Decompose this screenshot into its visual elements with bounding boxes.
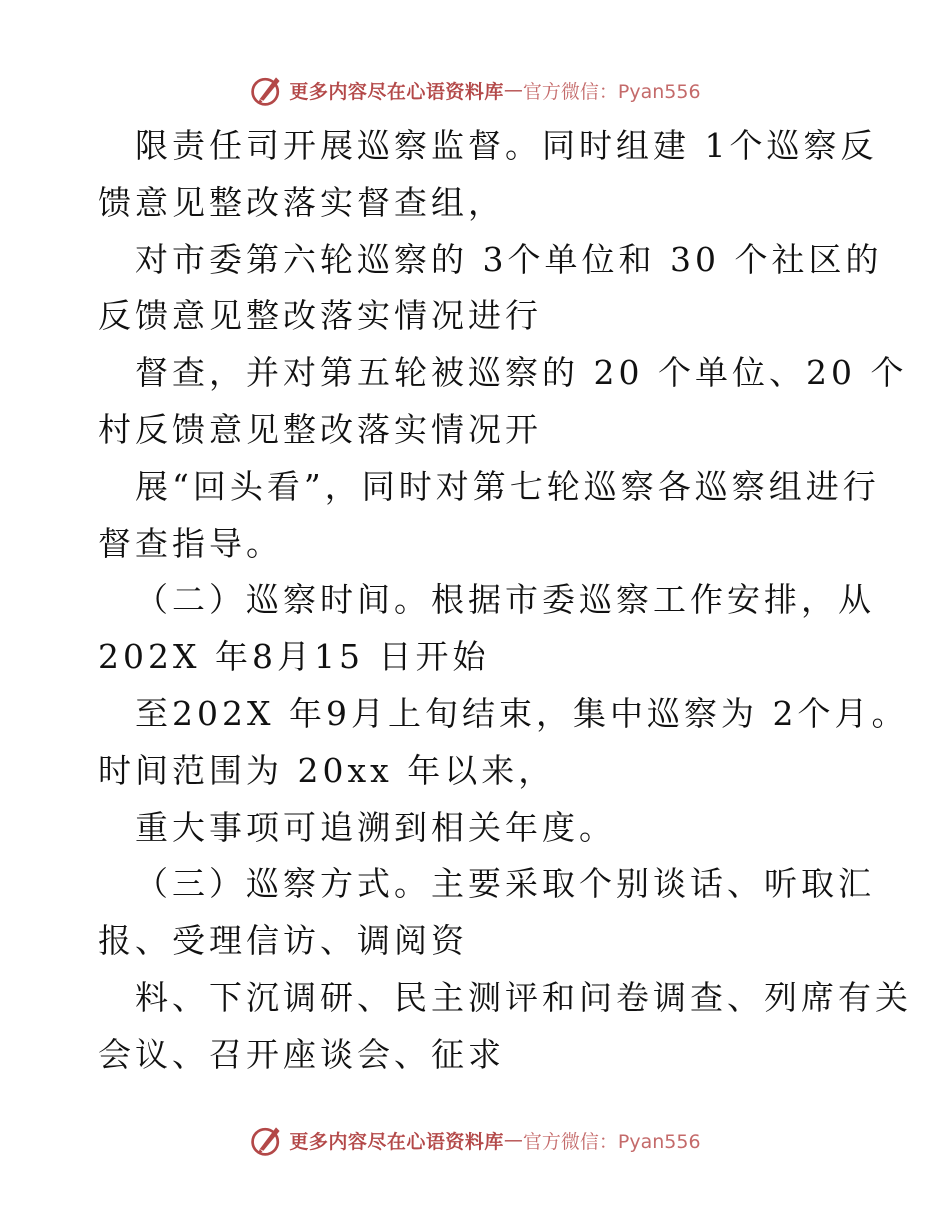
quill-logo-icon: [249, 72, 285, 108]
quill-logo-icon: [249, 1122, 285, 1158]
text-line: 反馈意见整改落实情况进行: [98, 296, 542, 336]
text-line: 督查指导。: [98, 523, 283, 563]
banner-separator: —: [503, 79, 523, 101]
text-line: （二）巡察时间。根据市委巡察工作安排，从: [135, 580, 875, 620]
document-body: [98, 118, 912, 1084]
banner-slogan: 更多内容尽在心语资料库: [289, 80, 504, 103]
text-line: 时间范围为 20xx 年以来，: [98, 750, 556, 790]
text-line: 至202X 年9月上旬结束，集中巡察为 2个月。: [135, 693, 909, 733]
text-line: 202X 年8月15 日开始: [98, 637, 490, 677]
banner-contact: 官方微信：Pyan556: [522, 80, 701, 103]
text-line: 报、受理信访、调阅资: [98, 921, 468, 961]
banner-contact: 官方微信：Pyan556: [522, 1130, 701, 1153]
text-line: 馈意见整改落实督查组，: [98, 182, 505, 222]
text-line: 督查，并对第五轮被巡察的 20 个单位、20 个: [135, 353, 908, 393]
text-line: 对市委第六轮巡察的 3个单位和 30 个社区的: [135, 239, 883, 279]
text-line: 限责任司开展巡察监督。同时组建 1个巡察反: [135, 126, 878, 165]
footer-banner: [0, 1120, 950, 1160]
text-line: （三）巡察方式。主要采取个别谈话、听取汇: [135, 864, 875, 904]
text-line: 展“回头看”，同时对第七轮巡察各巡察组进行: [135, 466, 880, 506]
banner-separator: —: [503, 1129, 523, 1151]
banner-slogan: 更多内容尽在心语资料库: [289, 1130, 504, 1153]
text-line: 村反馈意见整改落实情况开: [98, 409, 542, 449]
text-line: 重大事项可追溯到相关年度。: [135, 807, 616, 847]
text-line: 会议、召开座谈会、征求: [98, 1034, 505, 1074]
header-banner: [0, 70, 950, 110]
text-line: 料、下沉调研、民主测评和问卷调查、列席有关: [135, 977, 912, 1017]
